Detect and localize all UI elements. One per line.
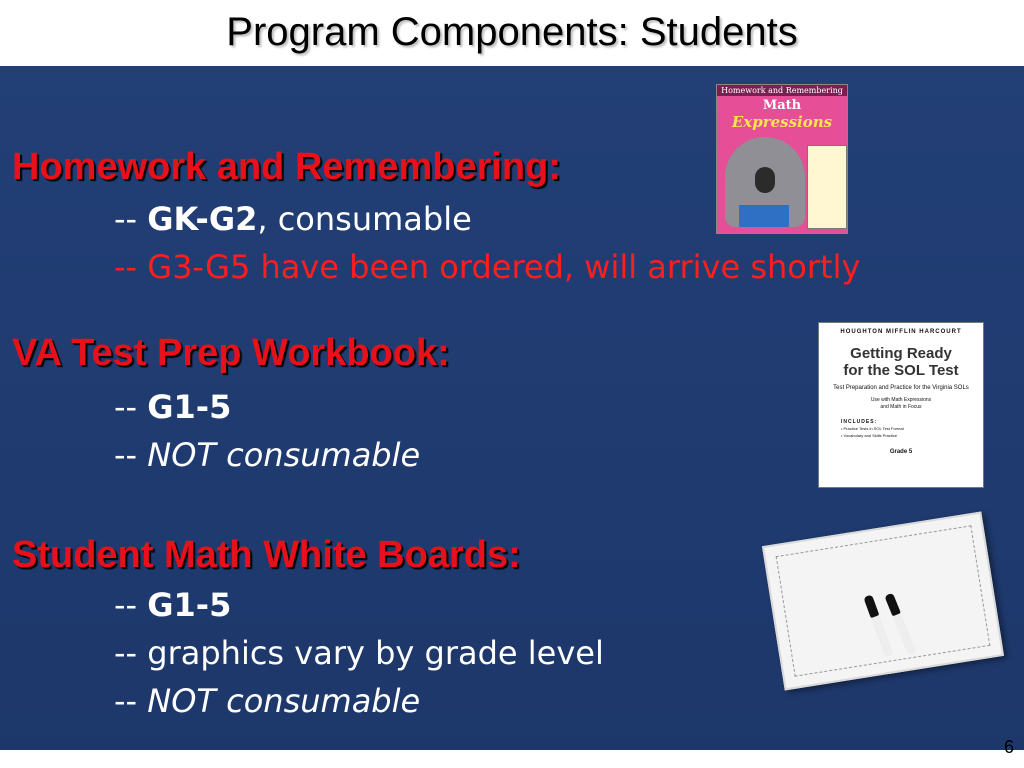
blocks-illustration	[739, 205, 789, 227]
includes-item-1: • Practice Tests in SOL Test Format	[841, 426, 904, 431]
book-use-note	[819, 397, 983, 411]
grade-range: GK-G2	[147, 200, 258, 238]
book-title-line-1: Getting Ready	[850, 345, 952, 362]
dash: --	[114, 682, 148, 720]
publisher-name: HOUGHTON MIFFLIN HARCOURT	[840, 329, 962, 335]
grade-range: G1-5	[147, 388, 232, 426]
title-bar	[0, 0, 1024, 66]
homework-line-1	[114, 200, 472, 238]
book-expressions-title: Expressions	[731, 113, 833, 131]
whiteboards-line-2: -- graphics vary by grade level	[114, 634, 604, 672]
dash: --	[114, 436, 148, 474]
dash: --	[114, 586, 148, 624]
includes-item-2: • Vocabulary and Skills Practice	[841, 433, 898, 438]
bottom-strip	[0, 750, 1024, 768]
use-line-2: and Math in Focus	[880, 404, 922, 410]
book-title	[819, 345, 983, 379]
book-math-title: Math	[762, 98, 802, 113]
testprep-line-1	[114, 388, 231, 426]
heading-whiteboards: Student Math White Boards:	[12, 534, 521, 576]
homework-line-2: -- G3-G5 have been ordered, will arrive shortly	[114, 248, 861, 286]
heading-testprep: VA Test Prep Workbook:	[12, 332, 450, 374]
consumable-text: , consumable	[257, 200, 472, 238]
includes-label: INCLUDES:	[841, 419, 878, 425]
dash: --	[114, 388, 148, 426]
page-number: 6	[1003, 737, 1014, 757]
not-consumable-text: NOT consumable	[147, 682, 421, 720]
whiteboards-line-3	[114, 682, 420, 720]
testprep-line-2	[114, 436, 420, 474]
heading-homework: Homework and Remembering:	[12, 146, 561, 188]
zoo-table-card	[807, 145, 847, 229]
book-grade: Grade 5	[889, 449, 913, 455]
whiteboards-line-1	[114, 586, 231, 624]
grade-range: G1-5	[147, 586, 232, 624]
book-title-line-2: for the SOL Test	[843, 362, 959, 379]
homework-book-cover	[716, 84, 848, 234]
not-consumable-text: NOT consumable	[147, 436, 421, 474]
sol-book-cover	[818, 322, 984, 488]
slide-title: Program Components: Students	[226, 10, 798, 54]
book-subtitle: Test Preparation and Practice for the Virginia SOLs	[833, 385, 969, 391]
dash: --	[114, 200, 148, 238]
book-banner: Homework and Remembering	[717, 85, 847, 96]
use-line-1: Use with Math Expressions	[870, 397, 932, 403]
